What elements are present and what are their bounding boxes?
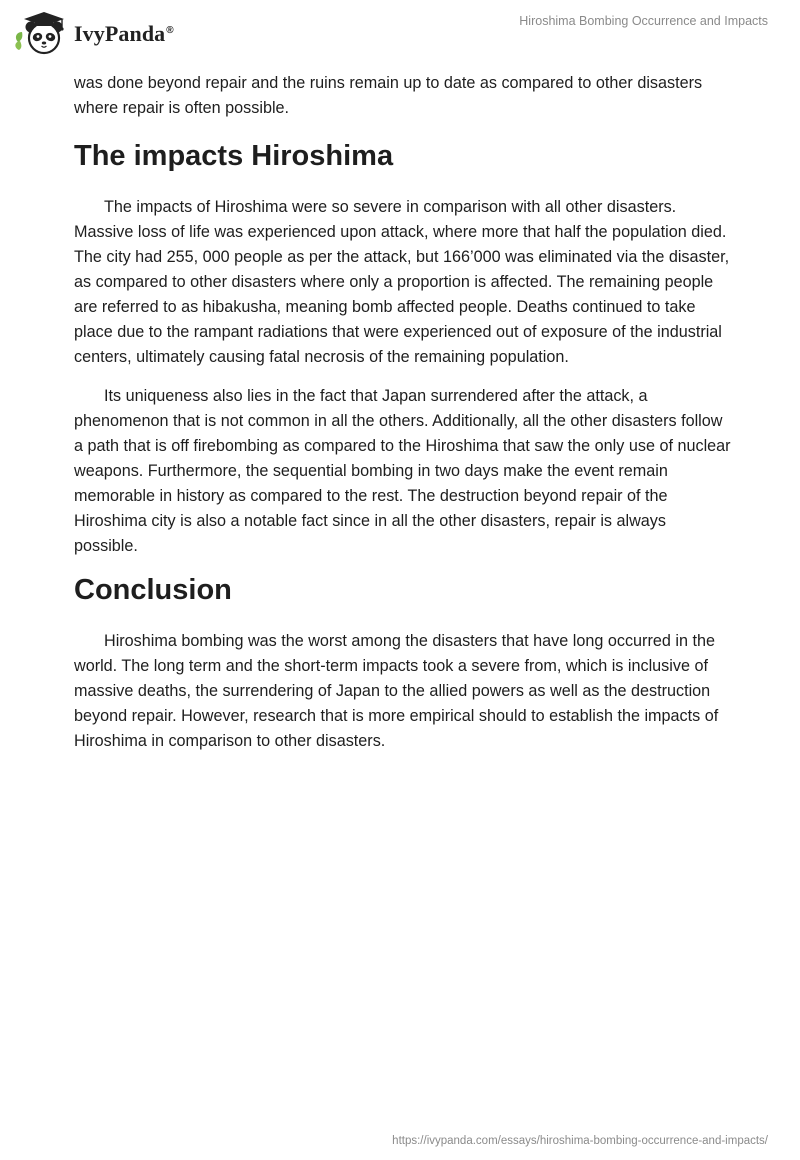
- impacts-paragraph-1: The impacts of Hiroshima were so severe in comparison with all other disasters. Massive loss of life was experienced upon attack, where more that half the population died. The city had 255, 000 people as per the attack, but 166’000 was eliminated via the disaster, as compared to other disasters where only a proportion is affected. The remaining people are referred to as hibakusha, meaning bomb affected people. Deaths continued to take place due to the rampant radiations that were experienced out of exposure of the industrial centers, ultimately causing fatal necrosis of the remaining population.: [74, 198, 730, 366]
- lead-paragraph: was done beyond repair and the ruins remain up to date as compared to other disasters where repair is often possible.: [74, 74, 703, 117]
- ivypanda-logo[interactable]: [14, 8, 174, 58]
- running-title: Hiroshima Bombing Occurrence and Impacts: [519, 14, 768, 28]
- panda-graduation-cap-icon: [14, 8, 70, 58]
- article-body: [74, 71, 734, 768]
- section-heading-conclusion: Conclusion: [74, 574, 232, 606]
- page-header: [0, 0, 800, 70]
- conclusion-paragraph-1: Hiroshima bombing was the worst among the disasters that have long occurred in the world. The long term and the short-term impacts took a severe from, which is inclusive of massive deaths, the surrendering of Japan to the allied powers as well as the destruction beyond repair. However, research that is more empirical should to establish the impacts of Hiroshima in comparison to other disasters.: [74, 632, 719, 750]
- registered-mark: ®: [166, 24, 174, 36]
- impacts-paragraph-2: Its uniqueness also lies in the fact that Japan surrendered after the attack, a phenomenon that is not common in all the others. Additionally, all the other disasters follow a path that is off firebombing as compared to the Hiroshima that saw the only use of nuclear weapons. Furthermore, the sequential bombing in two days make the event remain memorable in history as compared to the rest. The destruction beyond repair of the Hiroshima city is also a notable fact since in all the other disasters, repair is always possible.: [74, 387, 731, 555]
- section-heading-impacts: The impacts Hiroshima: [74, 140, 394, 172]
- brand-name: IvyPanda®: [74, 21, 174, 46]
- source-url-link[interactable]: https://ivypanda.com/essays/hiroshima-bombing-occurrence-and-impacts/: [392, 1135, 768, 1147]
